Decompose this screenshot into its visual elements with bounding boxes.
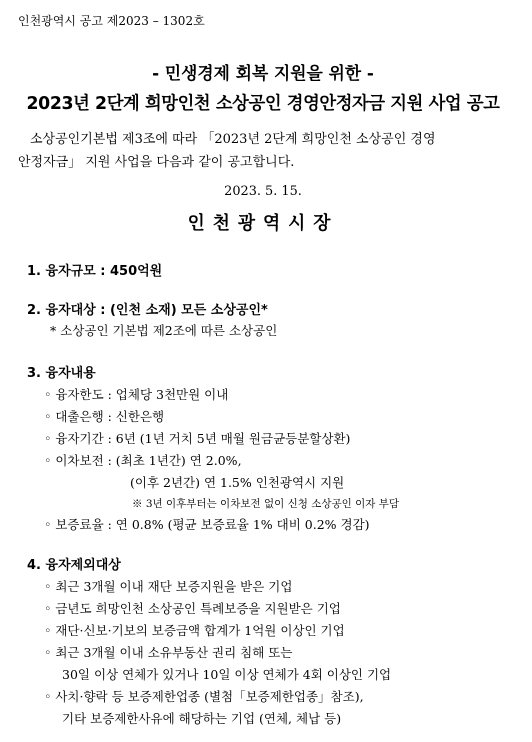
notice-date: 2023. 5. 15. xyxy=(224,184,302,199)
issuer-name: 인천광역시장 xyxy=(187,213,339,234)
notice-number: 인천광역시 공고 제2023 – 1302호 xyxy=(18,14,205,28)
intro-line-2: 안정자금」 지원 사업을 다음과 같이 공고합니다. xyxy=(18,155,295,170)
title-line-1: - 민생경제 회복 지원을 위한 - xyxy=(152,64,374,84)
exclusion-item: ◦ 최근 3개월 이내 재단 보증지원을 받은 기업 xyxy=(44,579,293,594)
section-3-heading: 3. 융자내용 xyxy=(27,366,96,381)
exclusion-item-continued: 기타 보증제한사유에 해당하는 기업 (연체, 체납 등) xyxy=(62,711,342,726)
interest-support-note: ※ 3년 이후부터는 이차보전 없이 신청 소상공인 이자 부담 xyxy=(132,498,400,510)
section-2-heading: 2. 융자대상 : (인천 소재) 모든 소상공인* xyxy=(27,303,268,318)
section-4-heading: 4. 융자제외대상 xyxy=(27,558,121,573)
loan-limit-item: ◦ 융자한도 : 업체당 3천만원 이내 xyxy=(44,387,229,402)
section-1-heading: 1. 융자규모 : 450억원 xyxy=(27,264,163,279)
interest-support-continued: (이후 2년간) 연 1.5% 인천광역시 지원 xyxy=(130,475,345,490)
lending-bank-item: ◦ 대출은행 : 신한은행 xyxy=(44,409,165,424)
exclusion-item-continued: 30일 이상 연체가 있거나 10일 이상 연체가 4회 이상인 기업 xyxy=(62,667,392,682)
loan-period-item: ◦ 융자기간 : 6년 (1년 거치 5년 매월 원금균등분할상환) xyxy=(44,431,351,446)
interest-support-item: ◦ 이차보전 : (최초 1년간) 연 2.0%, xyxy=(44,453,242,468)
exclusion-item: ◦ 사치·향락 등 보증제한업종 (별첨「보증제한업종」참조), xyxy=(44,689,364,704)
section-2-note: * 소상공인 기본법 제2조에 따른 소상공인 xyxy=(50,323,278,338)
exclusion-item: ◦ 재단·신보·기보의 보증금액 합계가 1억원 이상인 기업 xyxy=(44,623,345,638)
exclusion-item: ◦ 금년도 희망인천 소상공인 특례보증을 지원받은 기업 xyxy=(44,601,341,616)
title-line-2: 2023년 2단계 희망인천 소상공인 경영안정자금 지원 사업 공고 xyxy=(26,94,500,114)
intro-line-1: 소상공인기본법 제3조에 따라 「2023년 2단계 희망인천 소상공인 경영 xyxy=(30,132,436,147)
exclusion-item: ◦ 최근 3개월 이내 소유부동산 권리 침해 또는 xyxy=(44,645,293,660)
guarantee-fee-item: ◦ 보증료율 : 연 0.8% (평균 보증료율 1% 대비 0.2% 경감) xyxy=(44,517,370,532)
